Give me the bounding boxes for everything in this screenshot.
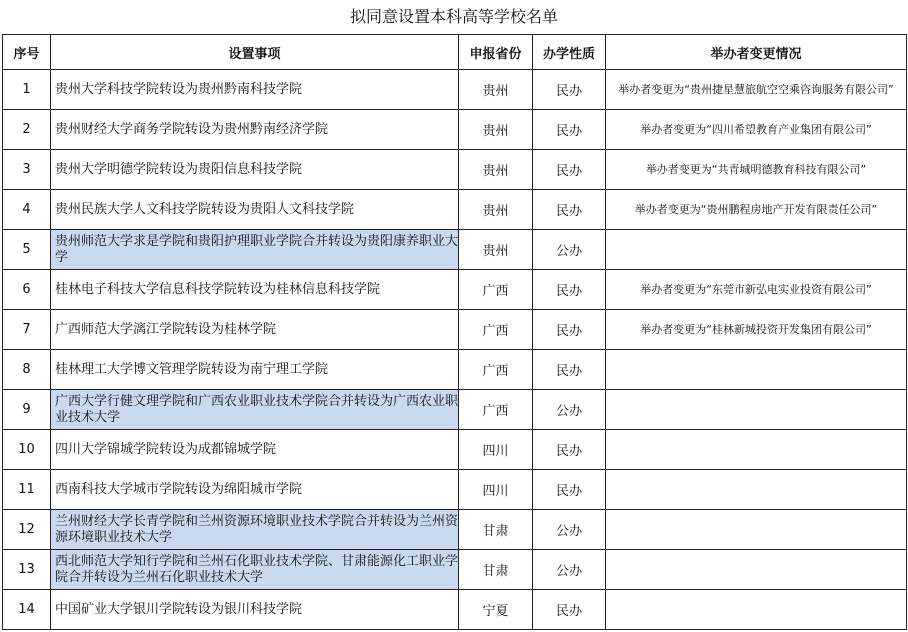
row-item: 西南科技大学城市学院转设为绵阳城市学院 — [51, 470, 459, 510]
row-change — [606, 230, 907, 270]
row-change — [606, 590, 907, 630]
table-row — [3, 230, 907, 270]
row-change: 举办者变更为“贵州鹏程房地产开发有限责任公司” — [606, 190, 907, 230]
table-row — [3, 590, 907, 630]
table-row — [3, 70, 907, 110]
row-province: 贵州 — [459, 190, 533, 230]
row-change — [606, 470, 907, 510]
row-item: 广西师范大学漓江学院转设为桂林学院 — [51, 310, 459, 350]
row-change — [606, 350, 907, 390]
row-item: 贵州财经大学商务学院转设为贵州黔南经济学院 — [51, 110, 459, 150]
row-province: 贵州 — [459, 70, 533, 110]
header-no: 序号 — [3, 35, 51, 70]
document-title: 拟同意设置本科高等学校名单 — [349, 7, 558, 26]
row-province: 甘肃 — [459, 550, 533, 590]
row-number: 5 — [3, 230, 51, 270]
row-number: 7 — [3, 310, 51, 350]
row-province: 贵州 — [459, 150, 533, 190]
row-nature: 公办 — [533, 390, 606, 430]
row-change — [606, 510, 907, 550]
row-province: 四川 — [459, 430, 533, 470]
table-row — [3, 270, 907, 310]
header-item: 设置事项 — [51, 35, 459, 70]
row-nature: 民办 — [533, 470, 606, 510]
table-row — [3, 550, 907, 590]
table-row — [3, 510, 907, 550]
table-row — [3, 310, 907, 350]
row-change: 举办者变更为“共青城明德教育科技有限公司” — [606, 150, 907, 190]
row-nature: 民办 — [533, 150, 606, 190]
row-change: 举办者变更为“桂林新城投资开发集团有限公司” — [606, 310, 907, 350]
row-province: 贵州 — [459, 110, 533, 150]
row-number: 12 — [3, 510, 51, 550]
row-item: 贵州大学科技学院转设为贵州黔南科技学院 — [51, 70, 459, 110]
row-number: 3 — [3, 150, 51, 190]
row-nature: 民办 — [533, 430, 606, 470]
row-nature: 民办 — [533, 350, 606, 390]
row-nature: 民办 — [533, 270, 606, 310]
row-item: 贵州师范大学求是学院和贵阳护理职业学院合并转设为贵阳康养职业大学 — [51, 230, 459, 270]
row-item: 兰州财经大学长青学院和兰州资源环境职业技术学院合并转设为兰州资源环境职业技术大学 — [51, 510, 459, 550]
row-item: 贵州大学明德学院转设为贵阳信息科技学院 — [51, 150, 459, 190]
row-change: 举办者变更为“四川希望教育产业集团有限公司” — [606, 110, 907, 150]
table-row — [3, 110, 907, 150]
row-nature: 民办 — [533, 190, 606, 230]
row-number: 10 — [3, 430, 51, 470]
row-number: 8 — [3, 350, 51, 390]
row-nature: 民办 — [533, 110, 606, 150]
row-item: 中国矿业大学银川学院转设为银川科技学院 — [51, 590, 459, 630]
table-row — [3, 390, 907, 430]
row-number: 4 — [3, 190, 51, 230]
table-row — [3, 350, 907, 390]
row-nature: 公办 — [533, 550, 606, 590]
table-row — [3, 430, 907, 470]
row-number: 2 — [3, 110, 51, 150]
row-nature: 民办 — [533, 70, 606, 110]
row-number: 9 — [3, 390, 51, 430]
table-header-row — [3, 35, 907, 70]
row-number: 13 — [3, 550, 51, 590]
row-change: 举办者变更为“东莞市新弘电实业投资有限公司” — [606, 270, 907, 310]
row-nature: 民办 — [533, 310, 606, 350]
row-province: 甘肃 — [459, 510, 533, 550]
row-nature: 民办 — [533, 590, 606, 630]
row-number: 14 — [3, 590, 51, 630]
row-nature: 公办 — [533, 510, 606, 550]
table-row — [3, 470, 907, 510]
row-change — [606, 550, 907, 590]
row-item: 四川大学锦城学院转设为成都锦城学院 — [51, 430, 459, 470]
row-province: 广西 — [459, 350, 533, 390]
row-province: 贵州 — [459, 230, 533, 270]
row-province: 四川 — [459, 470, 533, 510]
row-item: 西北师范大学知行学院和兰州石化职业技术学院、甘肃能源化工职业学院合并转设为兰州石化职业技术大学 — [51, 550, 459, 590]
row-province: 广西 — [459, 310, 533, 350]
row-number: 6 — [3, 270, 51, 310]
table-row — [3, 150, 907, 190]
school-list-table — [2, 34, 907, 630]
row-province: 宁夏 — [459, 590, 533, 630]
row-province: 广西 — [459, 270, 533, 310]
row-nature: 公办 — [533, 230, 606, 270]
row-change — [606, 390, 907, 430]
row-number: 11 — [3, 470, 51, 510]
row-item: 桂林理工大学博文管理学院转设为南宁理工学院 — [51, 350, 459, 390]
row-change: 举办者变更为“贵州捷星慧旅航空空乘咨询服务有限公司” — [606, 70, 907, 110]
table-row — [3, 190, 907, 230]
header-province: 申报省份 — [459, 35, 533, 70]
row-item: 桂林电子科技大学信息科技学院转设为桂林信息科技学院 — [51, 270, 459, 310]
row-item: 广西大学行健文理学院和广西农业职业技术学院合并转设为广西农业职业技术大学 — [51, 390, 459, 430]
row-item: 贵州民族大学人文科技学院转设为贵阳人文科技学院 — [51, 190, 459, 230]
row-province: 广西 — [459, 390, 533, 430]
row-number: 1 — [3, 70, 51, 110]
header-nature: 办学性质 — [533, 35, 606, 70]
header-change: 举办者变更情况 — [606, 35, 907, 70]
row-change — [606, 430, 907, 470]
